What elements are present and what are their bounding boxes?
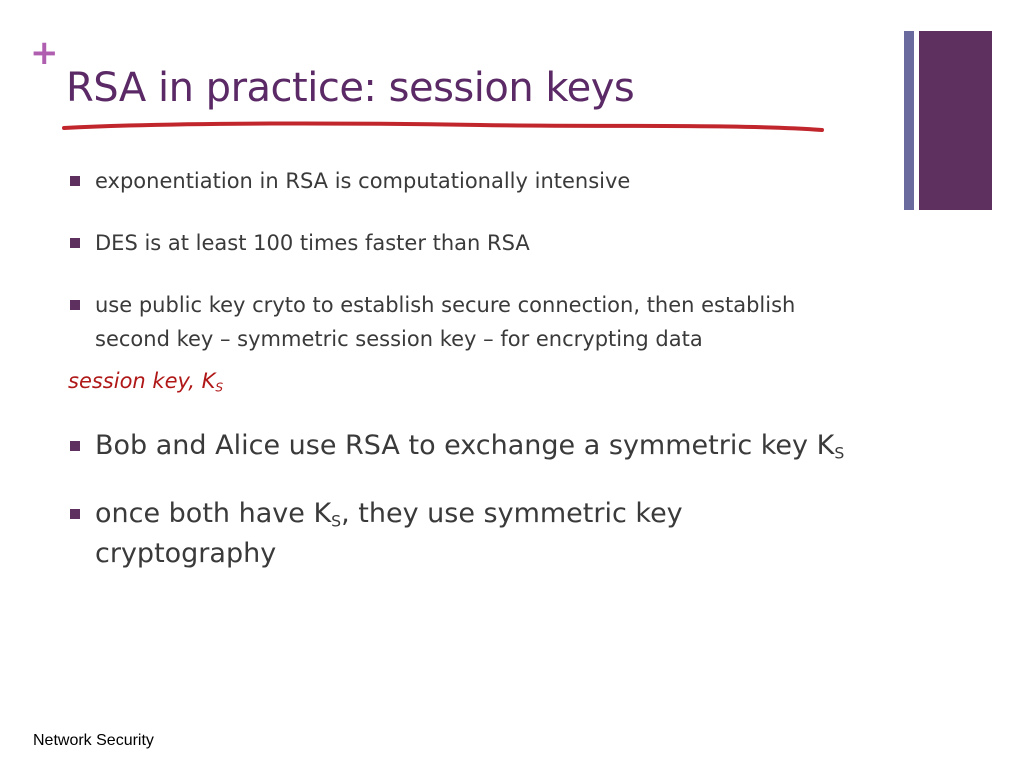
bullet-text-tail: , they use symmetric key cryptography xyxy=(95,498,683,569)
plus-icon: + xyxy=(30,33,59,73)
bullet-item xyxy=(70,226,870,260)
bullet-text: use public key cryto to establish secure connection, then establish second key – symmetric session key – for encrypting data xyxy=(95,293,796,351)
bullet-item xyxy=(70,164,870,198)
bullet-subscript: S xyxy=(834,443,845,463)
session-key-label-text: session key, K xyxy=(68,369,216,393)
bullet-text xyxy=(95,430,844,461)
square-bullet-icon xyxy=(70,441,80,451)
bullet-item xyxy=(70,288,870,356)
bullet-text: exponentiation in RSA is computationally intensive xyxy=(95,169,631,193)
bullet-item xyxy=(70,494,870,574)
slide-title: RSA in practice: session keys xyxy=(66,65,635,111)
title-underline xyxy=(60,118,826,140)
decorative-bar-wide xyxy=(919,31,992,210)
bullet-text-main: Bob and Alice use RSA to exchange a symmetric key K xyxy=(95,430,835,461)
square-bullet-icon xyxy=(70,176,80,186)
square-bullet-icon xyxy=(70,238,80,248)
bullet-subscript: S xyxy=(331,511,342,531)
bullet-text xyxy=(95,498,683,569)
bullet-list xyxy=(70,164,870,574)
session-key-label xyxy=(68,364,868,398)
bullet-text-main: once both have K xyxy=(95,498,332,529)
footer-text: Network Security xyxy=(33,732,154,749)
square-bullet-icon xyxy=(70,300,80,310)
bullet-text: DES is at least 100 times faster than RSA xyxy=(95,231,530,255)
session-key-subscript: S xyxy=(215,380,224,395)
decorative-bar-thin xyxy=(904,31,914,210)
bullet-item xyxy=(70,426,870,466)
square-bullet-icon xyxy=(70,509,80,519)
